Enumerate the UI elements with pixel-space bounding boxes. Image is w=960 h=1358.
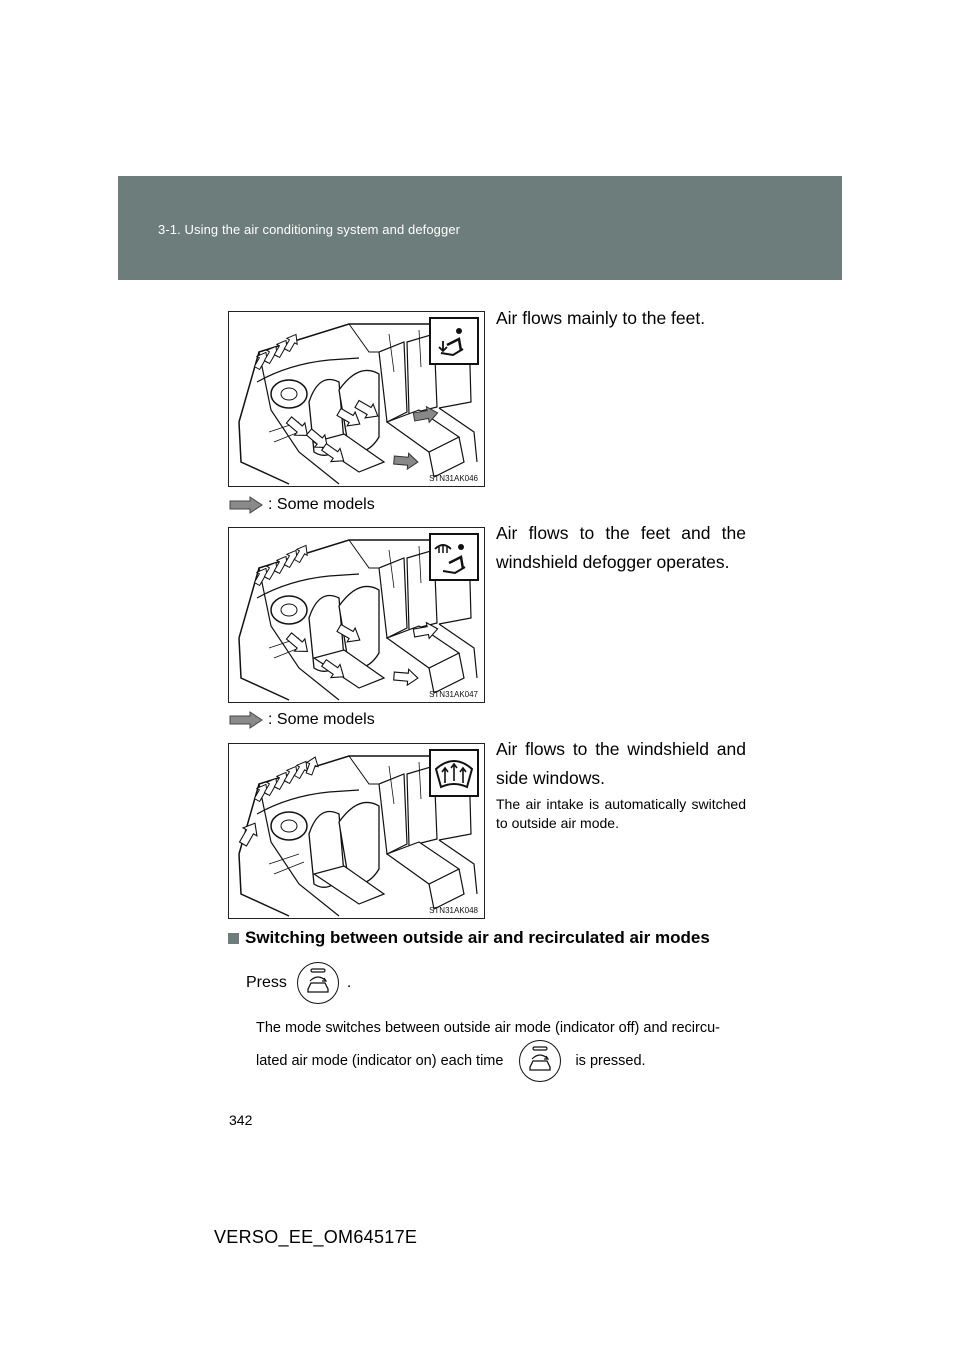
square-bullet-icon bbox=[228, 933, 239, 944]
windshield-mode-figure bbox=[228, 743, 485, 919]
arrow-right-icon bbox=[228, 496, 264, 514]
press-period: . bbox=[346, 974, 352, 991]
windshield-arrows bbox=[252, 755, 321, 803]
section-title: 3-1. Using the air conditioning system and defogger bbox=[158, 222, 461, 237]
figure-code: STN31AK048 bbox=[429, 906, 478, 915]
some-models-label: : Some models bbox=[268, 496, 375, 513]
mode-description: Air flows mainly to the feet. bbox=[496, 308, 706, 328]
recirculate-button-icon bbox=[297, 962, 339, 1004]
figure-code: STN31AK047 bbox=[429, 690, 478, 699]
section-heading bbox=[228, 928, 710, 948]
mode-description: Air flows to the windshield and side windows. bbox=[496, 739, 746, 788]
some-models-note bbox=[228, 496, 375, 514]
press-label: Press bbox=[246, 974, 287, 991]
feet-defog-airflow-icon bbox=[429, 533, 479, 581]
section-heading-text: Switching between outside air and recirculated air modes bbox=[245, 928, 710, 947]
feet-defog-mode-figure bbox=[228, 527, 485, 703]
body-text-part: is pressed. bbox=[575, 1053, 646, 1069]
header-band bbox=[118, 176, 842, 280]
feet-mode-figure bbox=[228, 311, 485, 487]
page-number: 342 bbox=[229, 1112, 253, 1128]
figure-code: STN31AK046 bbox=[429, 474, 478, 483]
mode-description: Air flows to the feet and the windshield defogger operates. bbox=[496, 523, 746, 572]
arrow-right-icon bbox=[228, 711, 264, 729]
body-text-line1: The mode switches between outside air mode (indicator off) and recircu- bbox=[256, 1020, 720, 1036]
document-code: VERSO_EE_OM64517E bbox=[214, 1227, 418, 1247]
windshield-defog-icon bbox=[429, 749, 479, 797]
recirculate-button-icon bbox=[519, 1040, 561, 1082]
some-models-note bbox=[228, 711, 375, 729]
press-instruction bbox=[246, 962, 351, 1004]
feet-airflow-icon bbox=[429, 317, 479, 365]
body-text-part: lated air mode (indicator on) each time bbox=[256, 1053, 504, 1069]
mode-note: The air intake is automatically switched to outside air mode. bbox=[496, 796, 746, 831]
some-models-label: : Some models bbox=[268, 711, 375, 728]
body-text-line2 bbox=[256, 1040, 646, 1082]
